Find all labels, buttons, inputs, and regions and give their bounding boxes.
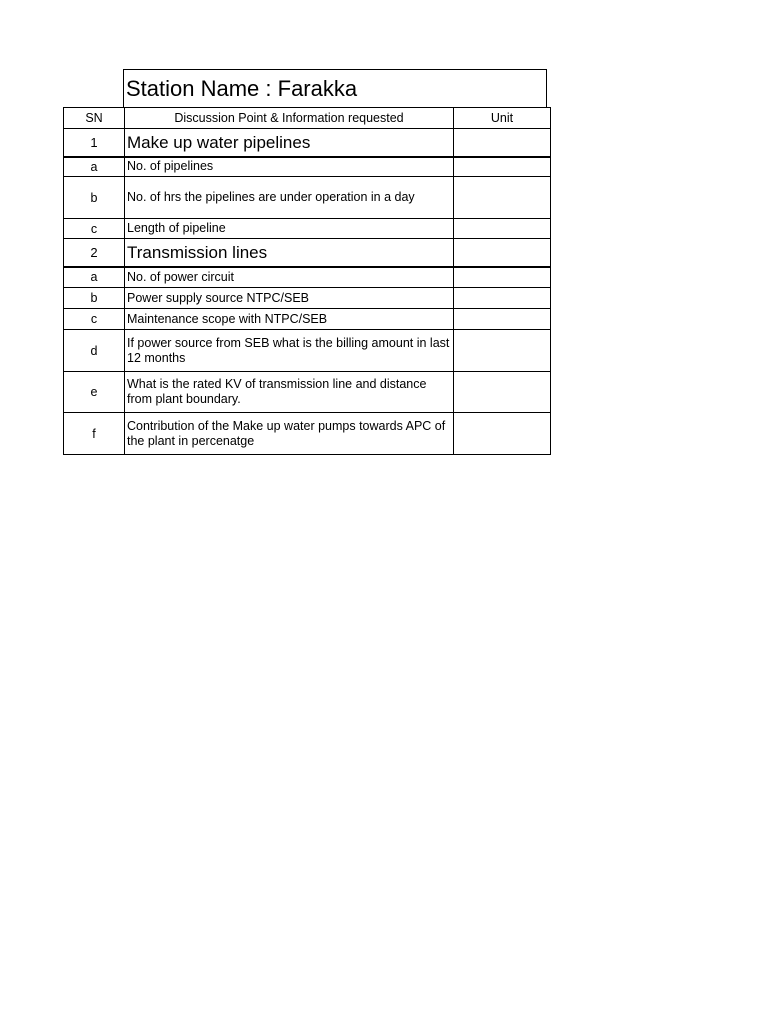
table-row [64, 413, 551, 455]
table-row [64, 157, 551, 177]
row-text: No. of hrs the pipelines are under operation in a day [125, 177, 454, 219]
table-row [64, 177, 551, 219]
header-sn: SN [64, 108, 125, 129]
unit-cell[interactable] [454, 372, 551, 413]
station-title: Station Name : Farakka [123, 69, 547, 107]
row-sn: f [64, 413, 125, 455]
title-spacer [63, 69, 123, 107]
spreadsheet [63, 69, 549, 455]
row-text: Contribution of the Make up water pumps towards APC of the plant in percenatge [125, 413, 454, 455]
table-row [64, 219, 551, 239]
row-text: What is the rated KV of transmission line and distance from plant boundary. [125, 372, 454, 413]
section-row [64, 129, 551, 157]
row-sn: b [64, 177, 125, 219]
row-sn: e [64, 372, 125, 413]
unit-cell[interactable] [454, 219, 551, 239]
row-text: Make up water pipelines [125, 129, 454, 157]
row-sn: c [64, 309, 125, 330]
row-text: If power source from SEB what is the billing amount in last 12 months [125, 330, 454, 372]
row-text: No. of pipelines [125, 157, 454, 177]
table-row [64, 330, 551, 372]
row-text: Maintenance scope with NTPC/SEB [125, 309, 454, 330]
row-text: Transmission lines [125, 239, 454, 267]
section-row [64, 239, 551, 267]
row-sn: 2 [64, 239, 125, 267]
row-sn: c [64, 219, 125, 239]
row-text: No. of power circuit [125, 267, 454, 288]
info-table [63, 107, 551, 455]
unit-cell[interactable] [454, 129, 551, 157]
unit-cell[interactable] [454, 239, 551, 267]
unit-cell[interactable] [454, 330, 551, 372]
table-row [64, 288, 551, 309]
header-discussion: Discussion Point & Information requested [125, 108, 454, 129]
unit-cell[interactable] [454, 157, 551, 177]
unit-cell[interactable] [454, 309, 551, 330]
row-text: Length of pipeline [125, 219, 454, 239]
header-row [64, 108, 551, 129]
unit-cell[interactable] [454, 267, 551, 288]
table-row [64, 372, 551, 413]
title-row [63, 69, 549, 107]
row-sn: a [64, 157, 125, 177]
row-sn: b [64, 288, 125, 309]
row-sn: 1 [64, 129, 125, 157]
table-row [64, 267, 551, 288]
table-row [64, 309, 551, 330]
unit-cell[interactable] [454, 177, 551, 219]
row-text: Power supply source NTPC/SEB [125, 288, 454, 309]
unit-cell[interactable] [454, 413, 551, 455]
row-sn: d [64, 330, 125, 372]
unit-cell[interactable] [454, 288, 551, 309]
row-sn: a [64, 267, 125, 288]
header-unit: Unit [454, 108, 551, 129]
